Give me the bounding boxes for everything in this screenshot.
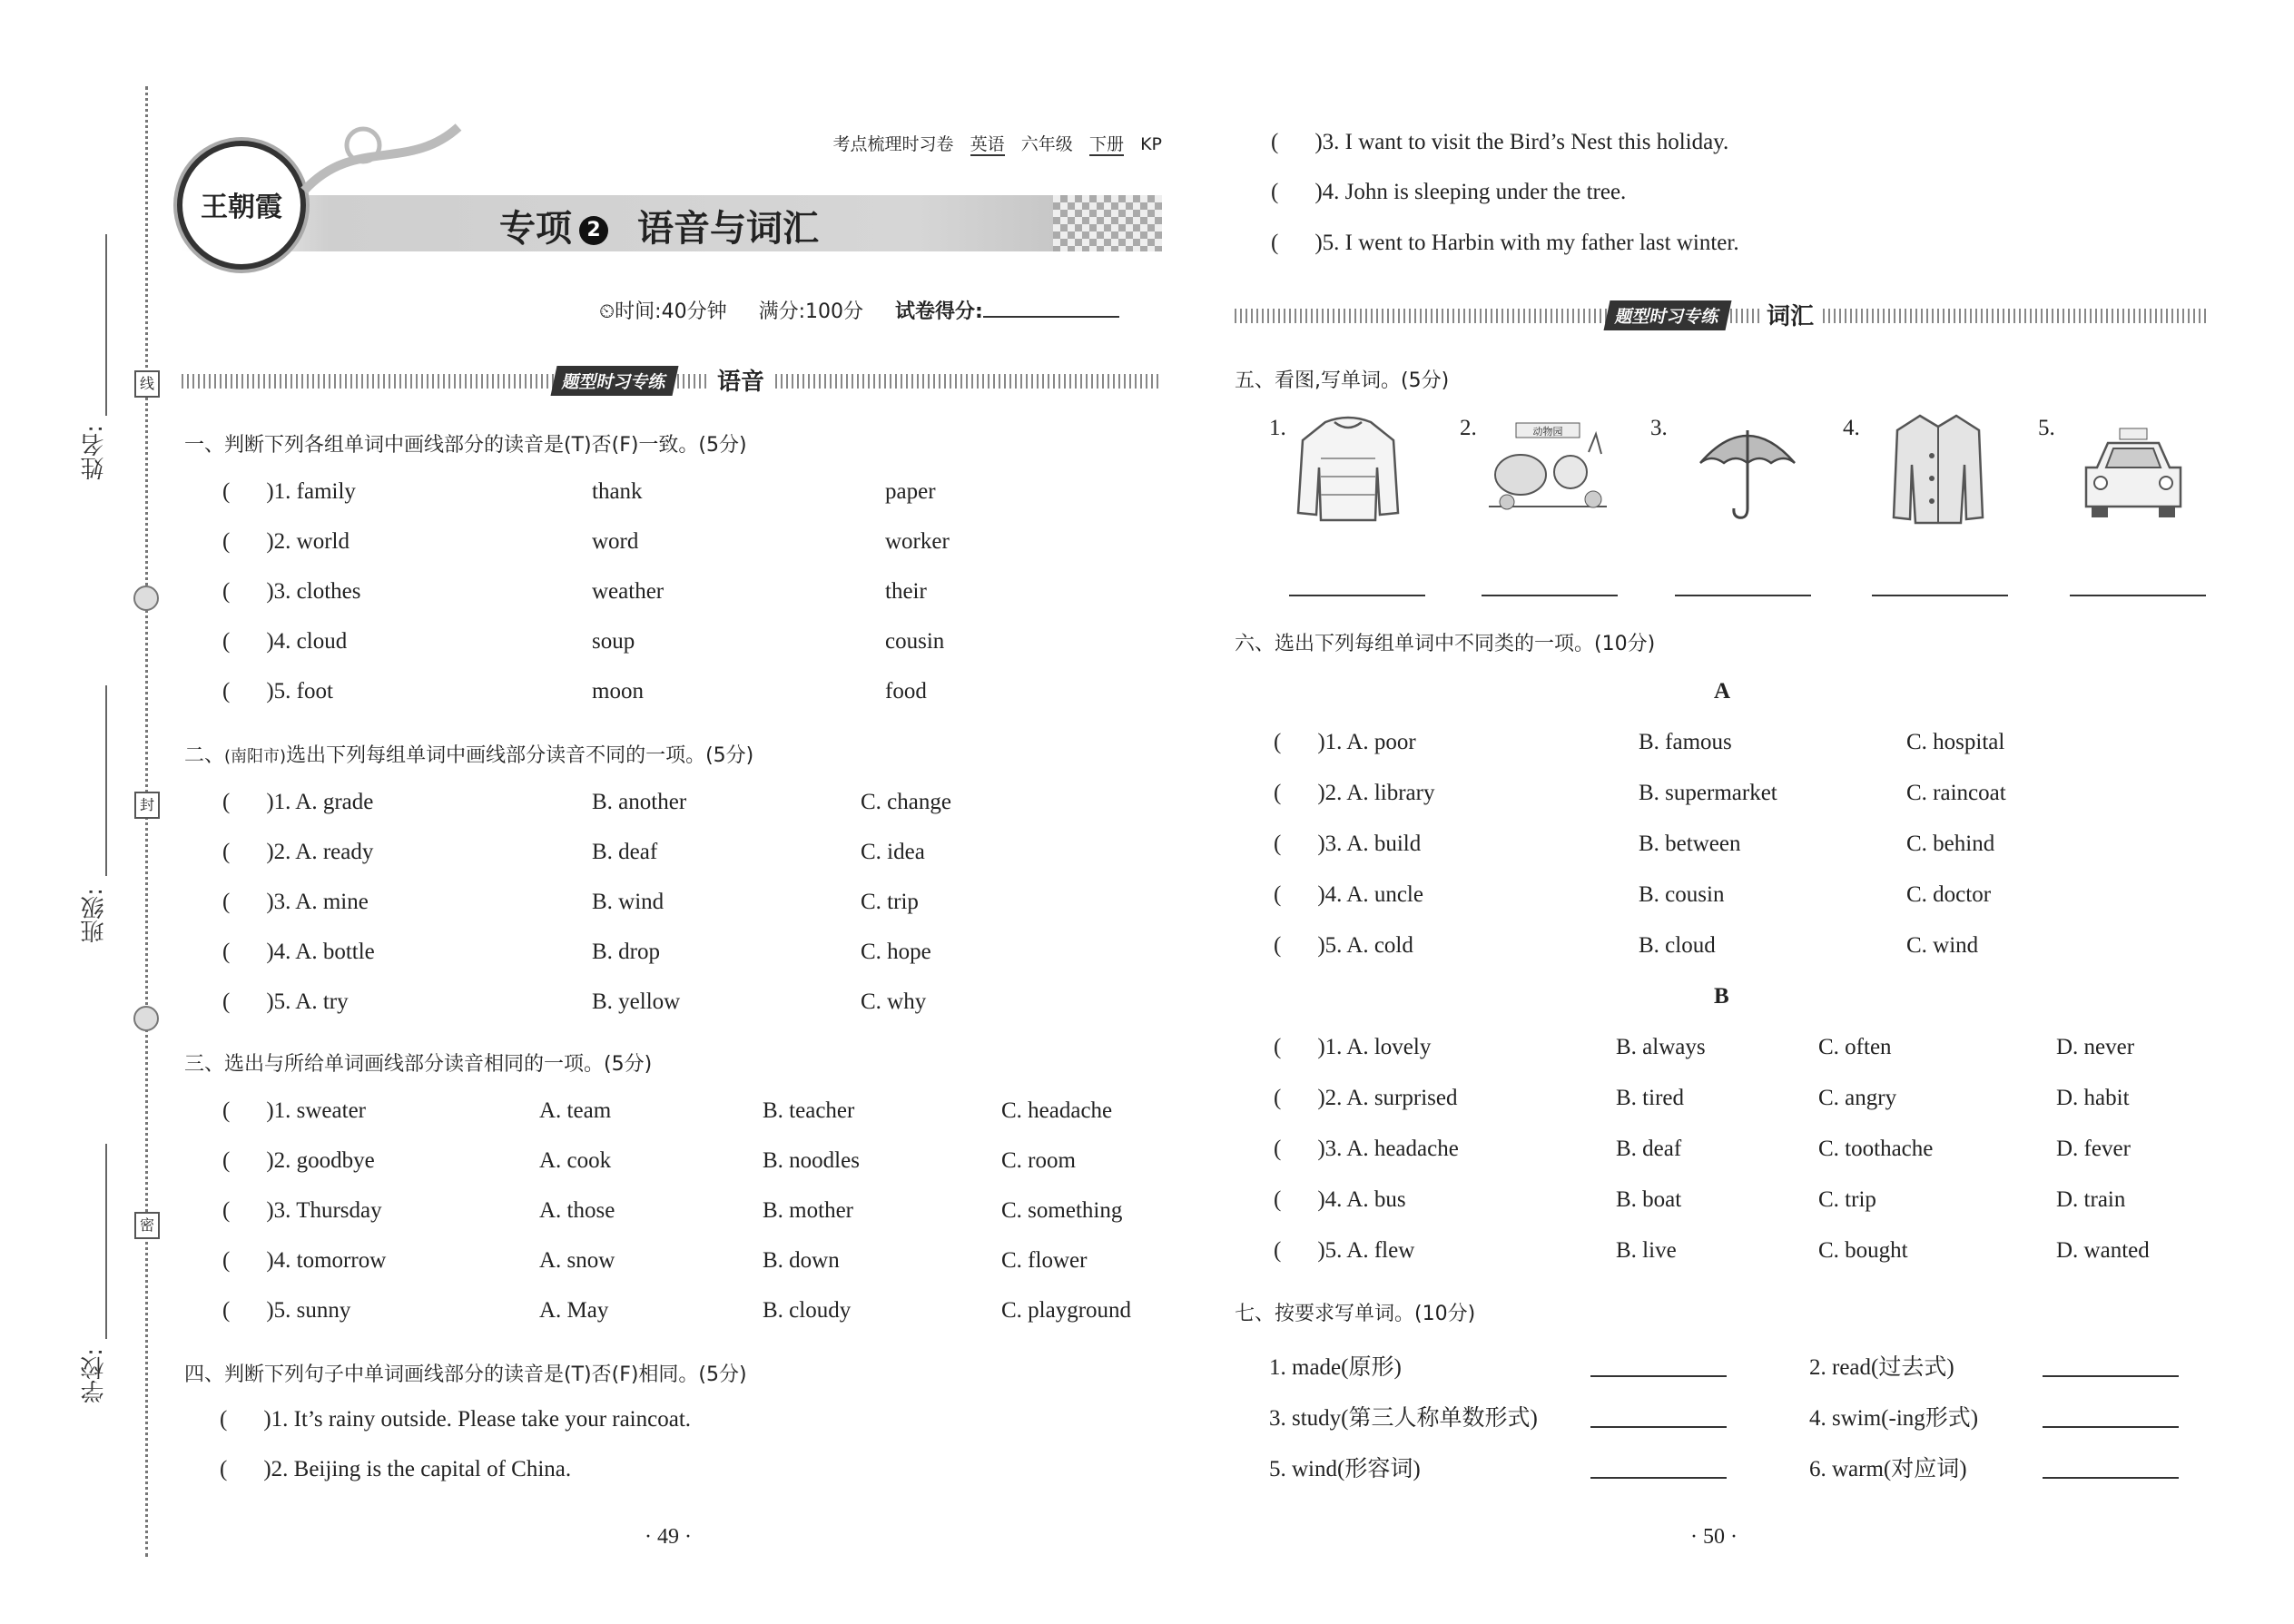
banner-tag: 题型时习专练 bbox=[550, 366, 678, 396]
name-line bbox=[105, 234, 107, 416]
seal-secret-mark: 密 bbox=[134, 1212, 160, 1239]
word-task: 6. warm(对应词) bbox=[1809, 1457, 1967, 1481]
answer-paren[interactable]: ( bbox=[1271, 231, 1279, 255]
answer-paren[interactable]: ( bbox=[222, 1248, 231, 1273]
option-a: )2. A. surprised bbox=[1317, 1086, 1458, 1110]
option-b: B. boat bbox=[1616, 1187, 1682, 1212]
option-c: C. bought bbox=[1818, 1238, 1908, 1263]
answer-paren[interactable]: ( bbox=[222, 940, 231, 964]
option-a: A. team bbox=[539, 1098, 612, 1123]
sentence: )2. Beijing is the capital of China. bbox=[263, 1457, 572, 1481]
given-word: )5. sunny bbox=[266, 1298, 351, 1323]
compare-word: weather bbox=[592, 579, 665, 604]
option-b: B. tired bbox=[1616, 1086, 1684, 1110]
answer-paren[interactable]: ( bbox=[1274, 730, 1282, 754]
title-prefix: 专项 bbox=[499, 208, 572, 250]
taxi-icon bbox=[2079, 427, 2188, 522]
answer-blank-2[interactable] bbox=[1482, 595, 1618, 596]
answer-paren[interactable]: ( bbox=[1274, 1187, 1282, 1212]
option-c: C. toothache bbox=[1818, 1137, 1934, 1161]
question-7-title: 七、按要求写单词。(10分) bbox=[1235, 1303, 1476, 1325]
option-b: B. drop bbox=[592, 940, 660, 964]
answer-paren[interactable]: ( bbox=[1274, 933, 1282, 958]
answer-paren[interactable]: ( bbox=[222, 629, 231, 654]
option-a: )5. A. flew bbox=[1317, 1238, 1415, 1263]
option-c: C. why bbox=[861, 989, 927, 1014]
answer-paren[interactable]: ( bbox=[222, 1198, 231, 1223]
option-b: B. always bbox=[1616, 1035, 1706, 1059]
option-a: A. snow bbox=[539, 1248, 615, 1273]
sentence: )1. It’s rainy outside. Please take your raincoat. bbox=[263, 1407, 692, 1432]
answer-blank[interactable] bbox=[2043, 1477, 2179, 1479]
answer-paren[interactable]: ( bbox=[1274, 882, 1282, 907]
title-main: 语音与词汇 bbox=[637, 208, 819, 250]
option-a: )2. A. ready bbox=[266, 840, 374, 864]
grade: 六年级 bbox=[1020, 134, 1073, 154]
given-word: )1. sweater bbox=[266, 1098, 366, 1123]
compare-word: moon bbox=[592, 679, 644, 704]
picture-num: 5. bbox=[2038, 416, 2055, 440]
option-c: C. doctor bbox=[1906, 882, 1992, 907]
answer-paren[interactable]: ( bbox=[1274, 1086, 1282, 1110]
picture-num: 2. bbox=[1460, 416, 1477, 440]
option-c: C. change bbox=[861, 790, 951, 814]
time-limit: 时间:40分钟 bbox=[615, 300, 727, 323]
page-title bbox=[499, 200, 819, 251]
option-b: B. cloudy bbox=[763, 1298, 852, 1323]
option-c: C. behind bbox=[1906, 832, 1995, 856]
option-b: B. between bbox=[1639, 832, 1741, 856]
option-b: B. yellow bbox=[592, 989, 681, 1014]
answer-blank[interactable] bbox=[1590, 1477, 1727, 1479]
option-d: D. fever bbox=[2056, 1137, 2131, 1161]
option-a: )5. A. cold bbox=[1317, 933, 1413, 958]
option-b: B. noodles bbox=[763, 1148, 860, 1173]
answer-paren[interactable]: ( bbox=[222, 790, 231, 814]
answer-blank-4[interactable] bbox=[1872, 595, 2008, 596]
answer-blank-3[interactable] bbox=[1675, 595, 1811, 596]
answer-paren[interactable]: ( bbox=[222, 479, 231, 504]
word-task: 5. wind(形容词) bbox=[1269, 1457, 1421, 1481]
exam-meta bbox=[599, 296, 1119, 324]
seal-line-mark: 线 bbox=[134, 370, 160, 398]
q2-text: 选出下列每组单词中画线部分读音不同的一项。(5分) bbox=[286, 744, 754, 767]
group-a-label: A bbox=[1714, 679, 1731, 704]
answer-blank[interactable] bbox=[2043, 1426, 2179, 1428]
picture-num: 3. bbox=[1650, 416, 1668, 440]
option-a: )2. A. library bbox=[1317, 781, 1435, 805]
answer-paren[interactable]: ( bbox=[1274, 781, 1282, 805]
answer-paren[interactable]: ( bbox=[222, 1148, 231, 1173]
group-b-label: B bbox=[1714, 984, 1729, 1009]
option-d: D. train bbox=[2056, 1187, 2126, 1212]
picture-num: 1. bbox=[1269, 416, 1286, 440]
option-b: B. supermarket bbox=[1639, 781, 1777, 805]
question-2-title bbox=[184, 740, 753, 768]
answer-blank[interactable] bbox=[2043, 1375, 2179, 1377]
option-d: D. wanted bbox=[2056, 1238, 2150, 1263]
option-a: A. those bbox=[539, 1198, 615, 1223]
given-word: )2. goodbye bbox=[266, 1148, 375, 1173]
option-c: C. something bbox=[1001, 1198, 1123, 1223]
compare-word: soup bbox=[592, 629, 635, 654]
banner-title: 语音 bbox=[710, 363, 772, 397]
score-label: 试卷得分: bbox=[894, 300, 983, 323]
sentence-row bbox=[220, 1407, 691, 1432]
sentence: )5. I went to Harbin with my father last winter. bbox=[1314, 231, 1739, 255]
option-b: B. deaf bbox=[592, 840, 658, 864]
compare-word: cousin bbox=[885, 629, 945, 654]
option-a: )1. A. grade bbox=[266, 790, 374, 814]
word-task: 3. study(第三人称单数形式) bbox=[1269, 1406, 1538, 1431]
word-task: 4. swim(-ing形式) bbox=[1809, 1406, 1979, 1431]
answer-paren[interactable]: ( bbox=[222, 579, 231, 604]
option-a: )3. A. build bbox=[1317, 832, 1422, 856]
item-word: )1. family bbox=[266, 479, 356, 504]
answer-blank[interactable] bbox=[1590, 1426, 1727, 1428]
binding-ring-icon bbox=[133, 1006, 159, 1031]
given-word: )3. Thursday bbox=[266, 1198, 382, 1223]
option-b: B. mother bbox=[763, 1198, 853, 1223]
answer-paren[interactable]: ( bbox=[222, 1098, 231, 1123]
score-blank[interactable] bbox=[983, 316, 1119, 318]
ribbon-decoration-icon bbox=[300, 118, 463, 200]
compare-word: worker bbox=[885, 529, 950, 554]
option-c: C. often bbox=[1818, 1035, 1892, 1059]
question-4-title: 四、判断下列句子中单词画线部分的读音是(T)否(F)相同。(5分) bbox=[184, 1363, 747, 1386]
answer-paren[interactable]: ( bbox=[222, 1298, 231, 1323]
school-line bbox=[105, 1144, 107, 1339]
subject: 英语 bbox=[970, 134, 1005, 154]
sentence-row bbox=[1271, 180, 1626, 205]
compare-word: paper bbox=[885, 479, 936, 504]
option-d: D. never bbox=[2056, 1035, 2135, 1059]
option-a: )4. A. bus bbox=[1317, 1187, 1406, 1212]
page-number-right: · 50 · bbox=[1690, 1525, 1738, 1549]
school-label: 学校: bbox=[81, 1348, 108, 1403]
answer-paren[interactable]: ( bbox=[222, 679, 231, 704]
banner-tag: 题型时习专练 bbox=[1603, 300, 1731, 330]
page-number-left: · 49 · bbox=[645, 1525, 692, 1549]
option-b: B. another bbox=[592, 790, 687, 814]
sweater-icon bbox=[1294, 413, 1403, 527]
sentence: )3. I want to visit the Bird’s Nest this holiday. bbox=[1314, 130, 1729, 154]
clock-icon: ⏲ bbox=[599, 300, 615, 323]
option-c: C. headache bbox=[1001, 1098, 1113, 1123]
question-6-title: 六、选出下列每组单词中不同类的一项。(10分) bbox=[1235, 633, 1656, 655]
edition: KP bbox=[1140, 134, 1162, 154]
option-c: C. hospital bbox=[1906, 730, 2005, 754]
name-label: 姓名: bbox=[81, 425, 108, 480]
full-score: 满分:100分 bbox=[758, 300, 863, 323]
class-line bbox=[105, 685, 107, 876]
word-task: 1. made(原形) bbox=[1269, 1355, 1402, 1380]
sentence-row bbox=[1271, 231, 1739, 256]
answer-paren[interactable]: ( bbox=[1271, 130, 1279, 154]
answer-paren[interactable]: ( bbox=[1274, 832, 1282, 856]
logo-text: 王朝霞 bbox=[201, 192, 282, 223]
answer-paren[interactable]: ( bbox=[222, 529, 231, 554]
banner-title: 词汇 bbox=[1759, 298, 1821, 331]
title-number: 2 bbox=[579, 216, 608, 245]
item-word: )2. world bbox=[266, 529, 350, 554]
answer-paren[interactable]: ( bbox=[220, 1407, 228, 1432]
option-a: )5. A. try bbox=[266, 989, 349, 1014]
compare-word: food bbox=[885, 679, 927, 704]
brand-logo bbox=[177, 141, 306, 270]
volume: 下册 bbox=[1088, 134, 1124, 154]
option-c: C. raincoat bbox=[1906, 781, 2006, 805]
option-a: )3. A. mine bbox=[266, 890, 369, 914]
header-meta bbox=[817, 131, 1162, 155]
answer-paren[interactable]: ( bbox=[1274, 1035, 1282, 1059]
coat-icon bbox=[1888, 410, 1988, 527]
picture-num: 4. bbox=[1843, 416, 1860, 440]
compare-word: thank bbox=[592, 479, 643, 504]
umbrella-icon bbox=[1693, 418, 1802, 527]
option-b: B. live bbox=[1616, 1238, 1677, 1263]
answer-paren[interactable]: ( bbox=[1274, 1238, 1282, 1263]
option-b: B. famous bbox=[1639, 730, 1732, 754]
compare-word: their bbox=[885, 579, 927, 604]
sentence-row bbox=[1271, 130, 1728, 155]
option-c: C. room bbox=[1001, 1148, 1076, 1173]
answer-paren[interactable]: ( bbox=[1274, 1137, 1282, 1161]
given-word: )4. tomorrow bbox=[266, 1248, 387, 1273]
binding-dotted-line bbox=[145, 86, 148, 1557]
item-word: )3. clothes bbox=[266, 579, 361, 604]
option-c: C. trip bbox=[861, 890, 919, 914]
answer-paren[interactable]: ( bbox=[222, 989, 231, 1014]
sentence: )4. John is sleeping under the tree. bbox=[1314, 180, 1627, 204]
option-a: )1. A. lovely bbox=[1317, 1035, 1432, 1059]
question-1-title: 一、判断下列各组单词中画线部分的读音是(T)否(F)一致。(5分) bbox=[184, 434, 747, 457]
option-a: A. May bbox=[539, 1298, 609, 1323]
answer-paren[interactable]: ( bbox=[222, 890, 231, 914]
option-a: )3. A. headache bbox=[1317, 1137, 1459, 1161]
class-label: 班级: bbox=[81, 888, 108, 943]
option-d: D. habit bbox=[2056, 1086, 2130, 1110]
option-c: C. flower bbox=[1001, 1248, 1088, 1273]
item-word: )4. cloud bbox=[266, 629, 348, 654]
q2-number: 二、 bbox=[184, 744, 225, 767]
answer-paren[interactable]: ( bbox=[220, 1457, 228, 1481]
option-c: C. wind bbox=[1906, 933, 1979, 958]
question-5-title: 五、看图,写单词。(5分) bbox=[1235, 369, 1450, 392]
answer-blank-5[interactable] bbox=[2070, 595, 2206, 596]
question-3-title: 三、选出与所给单词画线部分读音相同的一项。(5分) bbox=[184, 1053, 653, 1076]
answer-blank[interactable] bbox=[1590, 1375, 1727, 1377]
option-b: B. teacher bbox=[763, 1098, 855, 1123]
option-b: B. wind bbox=[592, 890, 665, 914]
answer-paren[interactable]: ( bbox=[1271, 180, 1279, 204]
option-b: B. cloud bbox=[1639, 933, 1716, 958]
option-c: C. angry bbox=[1818, 1086, 1897, 1110]
option-a: )4. A. uncle bbox=[1317, 882, 1423, 907]
option-b: B. cousin bbox=[1639, 882, 1725, 907]
option-c: C. hope bbox=[861, 940, 931, 964]
region-tag: (南阳市) bbox=[224, 747, 287, 766]
option-a: )1. A. poor bbox=[1317, 730, 1416, 754]
item-word: )5. foot bbox=[266, 679, 333, 704]
option-a: )4. A. bottle bbox=[266, 940, 375, 964]
option-a: A. cook bbox=[539, 1148, 612, 1173]
seal-seal-mark: 封 bbox=[134, 792, 160, 819]
zoo-picture bbox=[1480, 416, 1616, 520]
binding-ring-icon bbox=[133, 586, 159, 611]
sentence-row bbox=[220, 1457, 571, 1482]
compare-word: word bbox=[592, 529, 639, 554]
option-b: B. down bbox=[763, 1248, 840, 1273]
option-c: C. trip bbox=[1818, 1187, 1876, 1212]
answer-blank-1[interactable] bbox=[1289, 595, 1425, 596]
zoo-sign: 动物园 bbox=[1532, 426, 1563, 438]
answer-paren[interactable]: ( bbox=[222, 840, 231, 864]
option-c: C. idea bbox=[861, 840, 925, 864]
book-name: 考点梳理时习卷 bbox=[832, 134, 954, 154]
option-c: C. playground bbox=[1001, 1298, 1132, 1323]
word-task: 2. read(过去式) bbox=[1809, 1355, 1954, 1380]
option-b: B. deaf bbox=[1616, 1137, 1682, 1161]
